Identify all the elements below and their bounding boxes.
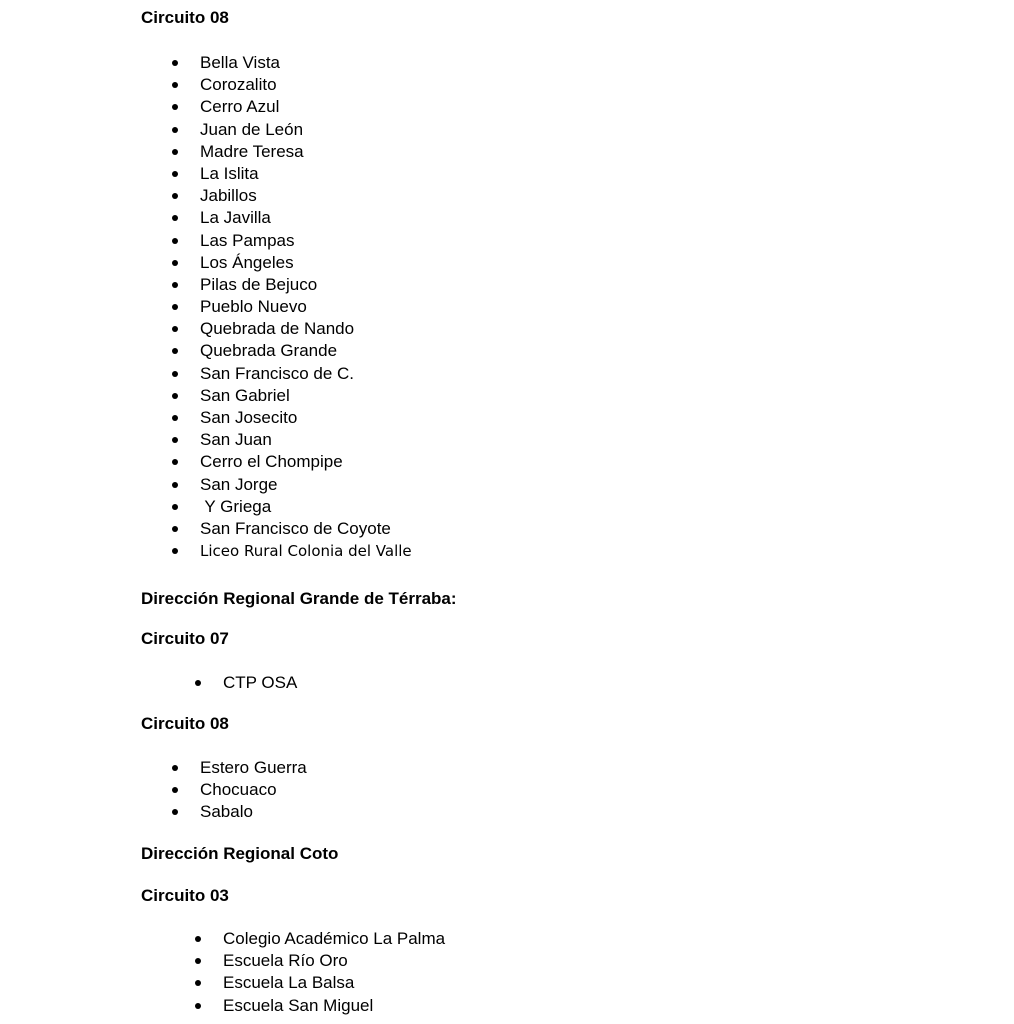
bullet-icon [172,74,179,96]
bullet-icon [195,972,202,994]
bullet-icon [172,540,179,562]
region-heading-coto: Dirección Regional Coto [141,844,339,863]
list-item: La Javilla [200,207,412,229]
section-heading-circuito-08: Circuito 08 [141,8,229,27]
school-list-circuito-03 [223,928,445,1017]
bullet-icon [172,429,179,451]
list-item: Estero Guerra [200,757,307,779]
list-item: CTP OSA [223,672,297,694]
list-item: La Islita [200,163,412,185]
list-item: Los Ángeles [200,252,412,274]
list-item: Liceo Rural Colonia del Valle [200,540,412,562]
bullet-icon [172,385,179,407]
bullet-icon [172,757,179,779]
section-heading-circuito-03: Circuito 03 [141,886,229,905]
list-item: San Gabriel [200,385,412,407]
bullet-icon [172,163,179,185]
list-item: Quebrada Grande [200,340,412,362]
bullet-icon [172,119,179,141]
section-heading-circuito-07: Circuito 07 [141,629,229,648]
list-item: Quebrada de Nando [200,318,412,340]
bullet-icon [172,274,179,296]
bullet-icon [172,496,179,518]
region-heading-terraba: Dirección Regional Grande de Térraba: [141,589,457,608]
list-item: Cerro Azul [200,96,412,118]
bullet-icon [172,363,179,385]
list-item: Pilas de Bejuco [200,274,412,296]
list-item: Escuela San Miguel [223,995,445,1017]
list-item: San Francisco de C. [200,363,412,385]
bullet-icon [195,672,202,694]
bullet-icon [172,141,179,163]
list-item: Sabalo [200,801,307,823]
list-item: Corozalito [200,74,412,96]
bullet-icon [172,207,179,229]
school-list-circuito-07 [223,672,297,694]
bullet-icon [195,950,202,972]
list-item: Chocuaco [200,779,307,801]
list-item: Pueblo Nuevo [200,296,412,318]
bullet-icon [172,801,179,823]
bullet-icon [172,407,179,429]
bullet-icon [172,185,179,207]
list-item: Las Pampas [200,230,412,252]
list-item: San Josecito [200,407,412,429]
list-item: San Jorge [200,474,412,496]
bullet-icon [172,779,179,801]
list-item: San Francisco de Coyote [200,518,412,540]
list-item: Colegio Académico La Palma [223,928,445,950]
section-heading-circuito-08-terraba: Circuito 08 [141,714,229,733]
list-item: Cerro el Chompipe [200,451,412,473]
bullet-icon [172,318,179,340]
bullet-icon [172,52,179,74]
list-item: Escuela La Balsa [223,972,445,994]
school-list-circuito-08-terraba [200,757,307,824]
bullet-icon [172,451,179,473]
bullet-icon [172,518,179,540]
bullet-icon [172,230,179,252]
bullet-icon [172,296,179,318]
bullet-icon [172,340,179,362]
list-item: Jabillos [200,185,412,207]
bullet-icon [195,995,202,1017]
list-item: Juan de León [200,119,412,141]
bullet-icon [172,474,179,496]
bullet-icon [195,928,202,950]
list-item: San Juan [200,429,412,451]
bullet-icon [172,96,179,118]
list-item: Madre Teresa [200,141,412,163]
school-list-circuito-08 [200,52,412,562]
list-item: Escuela Río Oro [223,950,445,972]
bullet-icon [172,252,179,274]
list-item: Bella Vista [200,52,412,74]
list-item: Y Griega [200,496,412,518]
